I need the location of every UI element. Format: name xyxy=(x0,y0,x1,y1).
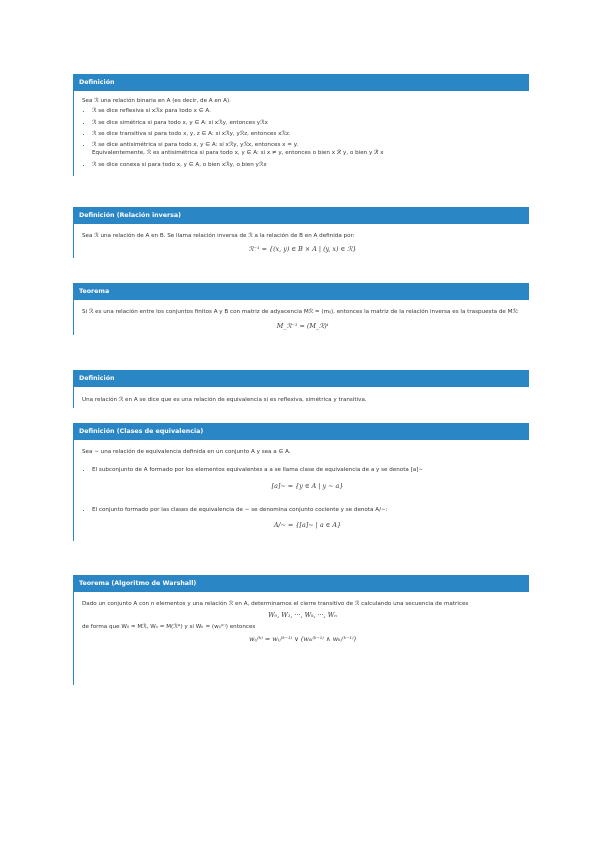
list-item: • ℛ se dice transitiva si para todo x, y, z ∈ A: si xℛy, yℛz, entonces xℛz. xyxy=(92,130,523,138)
box-title: Definición xyxy=(74,370,529,387)
definition-box-inverse xyxy=(73,207,529,258)
theorem-box-warshall xyxy=(73,575,529,685)
box-text: Sea ∼ una relación de equivalencia definida en un conjunto A y sea a ∈ A. xyxy=(82,449,291,455)
definition-box-classes xyxy=(73,423,529,541)
box-formula: A/∼ = {[a]∼ | a ∈ A} xyxy=(273,521,342,530)
box-title: Teorema (Algoritmo de Warshall) xyxy=(74,575,529,592)
box-title: Definición (Clases de equivalencia) xyxy=(74,423,529,440)
box-formula: [a]∼ = {y ∈ A | y ∼ a} xyxy=(271,481,344,490)
list-item-text: El conjunto formado por las clases de equivalencia de ∼ se denomina conjunto cociente y se denota A/∼: xyxy=(92,506,388,513)
property-list xyxy=(82,107,523,169)
list-item: • ℛ se dice conexa si para todo x, y ∈ A, o bien xℛy, o bien yℛx xyxy=(92,161,523,169)
box-text: Dado un conjunto A con n elementos y una relación ℛ en A, determinamos el cierre transitivo de ℛ calculando una secuencia de matrices xyxy=(82,601,469,607)
classes-list xyxy=(82,466,523,529)
box-formula: W₀, W₁, ···, Wₖ, ···, Wₙ xyxy=(268,611,337,620)
box-title: Teorema xyxy=(74,283,529,300)
definition-box-relations xyxy=(73,74,529,176)
list-item: • ℛ se dice reflexiva si xℛx para todo x ∈ A. xyxy=(92,107,523,115)
box-intro: Sea ℛ una relación binaria en A (es decir, de A en A). xyxy=(82,98,231,104)
box-text-2: de forma que W₀ = Mℛ, Wₙ = M(ℛ*) y si Wₖ = (wᵢⱼ⁽ᵏ⁾) entonces xyxy=(82,623,256,630)
box-text: Sea ℛ una relación de A en B. Se llama relación inversa de ℛ a la relación de B en A definida por: xyxy=(82,233,355,239)
box-title: Definición (Relación inversa) xyxy=(74,207,529,224)
definition-box-equivalence xyxy=(73,370,529,408)
list-item xyxy=(92,141,523,158)
list-item-text: ℛ se dice antisimétrica si para todo x, y ∈ A: si xℛy, yℛx, entonces x = y. xyxy=(92,142,299,149)
box-formula: ℛ⁻¹ = {(x, y) ∈ B × A | (y, x) ∈ ℛ} xyxy=(248,245,357,254)
box-text: Una relación ℛ en A se dice que es una relación de equivalencia si es reflexiva, simétrica y transitiva. xyxy=(82,397,367,403)
list-item-text: El subconjunto de A formado por los elementos equivalentes a a se llama clase de equivalencia de a y se denota [a]∼ xyxy=(92,467,424,474)
list-item xyxy=(92,466,523,490)
list-item: • ℛ se dice simétrica si para todo x, y ∈ A: si xℛy, entonces yℛx xyxy=(92,119,523,127)
box-title: Definición xyxy=(74,74,529,91)
theorem-box-inverse-matrix xyxy=(73,283,529,335)
box-formula: wᵢⱼ⁽ᵏ⁾ = wᵢⱼ⁽ᵏ⁻¹⁾ ∨ (wᵢₖ⁽ᵏ⁻¹⁾ ∧ wₖⱼ⁽ᵏ⁻¹⁾) xyxy=(248,634,357,643)
box-text: Si ℛ es una relación entre los conjuntos finitos A y B con matriz de adyacencia Mℛ = (mᵢⱼ), entonces la matriz de la relación inversa es la traspuesta de Mℛ: xyxy=(82,309,519,315)
box-formula: M_ℛ⁻¹ = (M_ℛ)ᵗ xyxy=(276,322,329,331)
list-item xyxy=(92,506,523,530)
list-item-extra: Equivalentemente, ℛ es antisimétrica si para todo x, y ∈ A: si x ≠ y, entonces o bien x ℛ̸ y, o bien y ℛ̸ x xyxy=(92,150,384,157)
